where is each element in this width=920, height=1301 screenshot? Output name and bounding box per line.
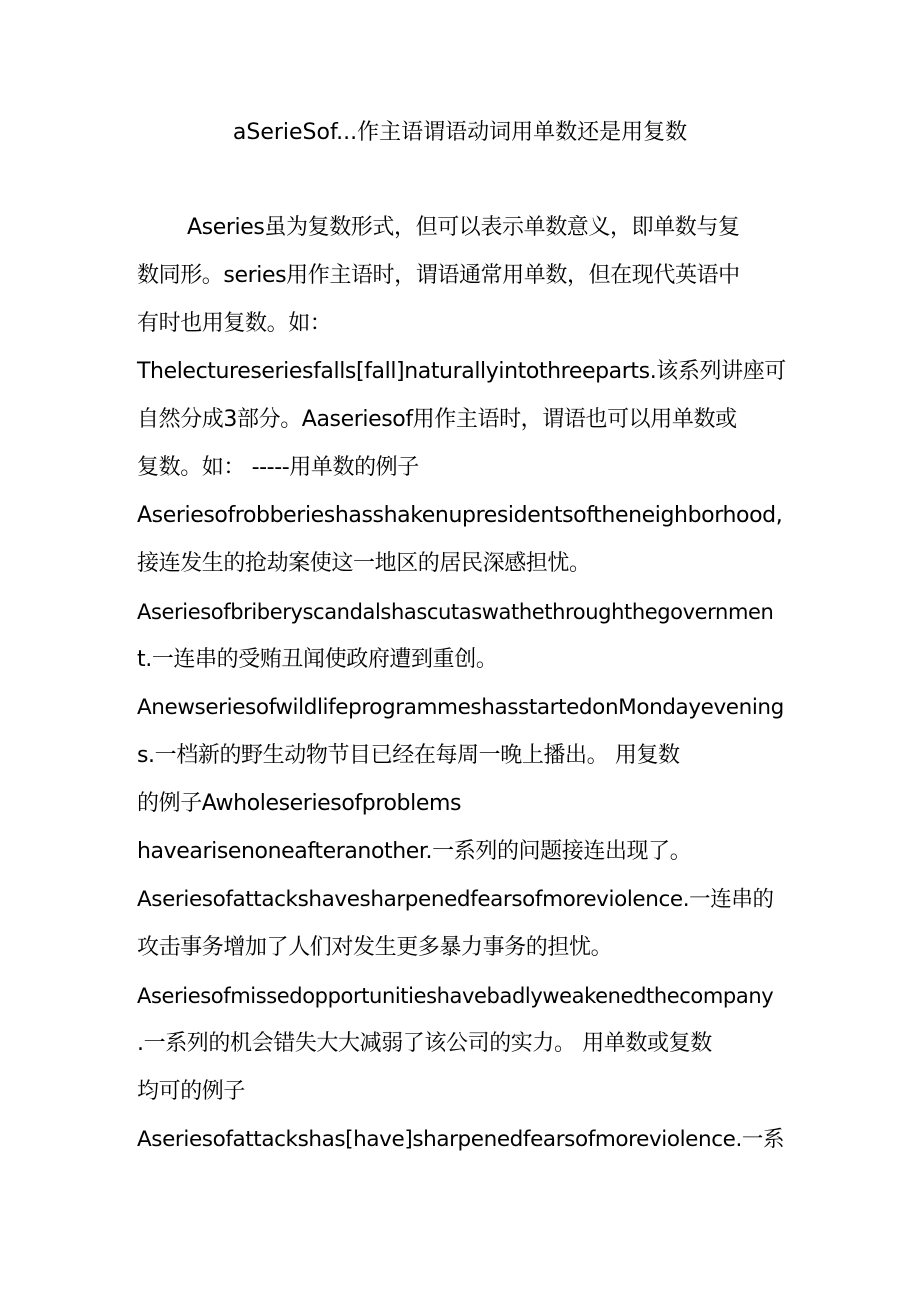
- body-line-7: Aseriesofrobberieshasshakenupresidentsoftheneighborhood,: [137, 503, 783, 528]
- body-line-9: Aseriesofbriberyscandalshascutaswathethroughthegovernmen: [137, 600, 774, 624]
- document-title: aSerieSof...作主语谓语动词用单数还是用复数: [232, 120, 688, 145]
- body-line-2: 数同形。series用作主语时，谓语通常用单数，但在现代英语中: [137, 263, 740, 288]
- body-line-3: 有时也用复数。如：: [137, 311, 332, 336]
- body-line-4: Thelectureseriesfalls[fall]naturallyintothreeparts.该系列讲座可: [137, 359, 786, 384]
- body-line-17: Aseriesofmissedopportunitieshavebadlyweakenedthecompany: [137, 984, 774, 1008]
- body-line-18: .一系列的机会错失大大减弱了该公司的实力。 用单数或复数: [137, 1031, 712, 1056]
- body-line-12: s.一档新的野生动物节目已经在每周一晚上播出。 用复数: [137, 743, 680, 768]
- body-line-8: 接连发生的抢劫案使这一地区的居民深感担忧。: [137, 551, 591, 576]
- body-line-19: 均可的例子: [137, 1079, 246, 1104]
- body-line-15: Aseriesofattackshavesharpenedfearsofmoreviolence.一连串的: [137, 887, 774, 912]
- body-line-10: t.一连串的受贿丑闻使政府遭到重创。: [137, 647, 498, 672]
- body-line-6: 复数。如： -----用单数的例子: [137, 455, 419, 480]
- body-line-11: AnewseriesofwildlifeprogrammeshasstartedonMondayevening: [137, 695, 784, 720]
- body-line-14: havearisenoneafteranother.一系列的问题接连出现了。: [137, 839, 692, 864]
- body-line-13: 的例子Awholeseriesofproblems: [137, 791, 462, 816]
- body-line-5: 自然分成3部分。Aaseriesof用作主语时，谓语也可以用单数或: [137, 407, 737, 432]
- body-line-16: 攻击事务增加了人们对发生更多暴力事务的担忧。: [137, 935, 613, 960]
- body-line-1: Aseries虽为复数形式，但可以表示单数意义，即单数与复: [187, 215, 740, 240]
- body-line-20: Aseriesofattackshas[have]sharpenedfearsofmoreviolence.一系: [137, 1127, 785, 1152]
